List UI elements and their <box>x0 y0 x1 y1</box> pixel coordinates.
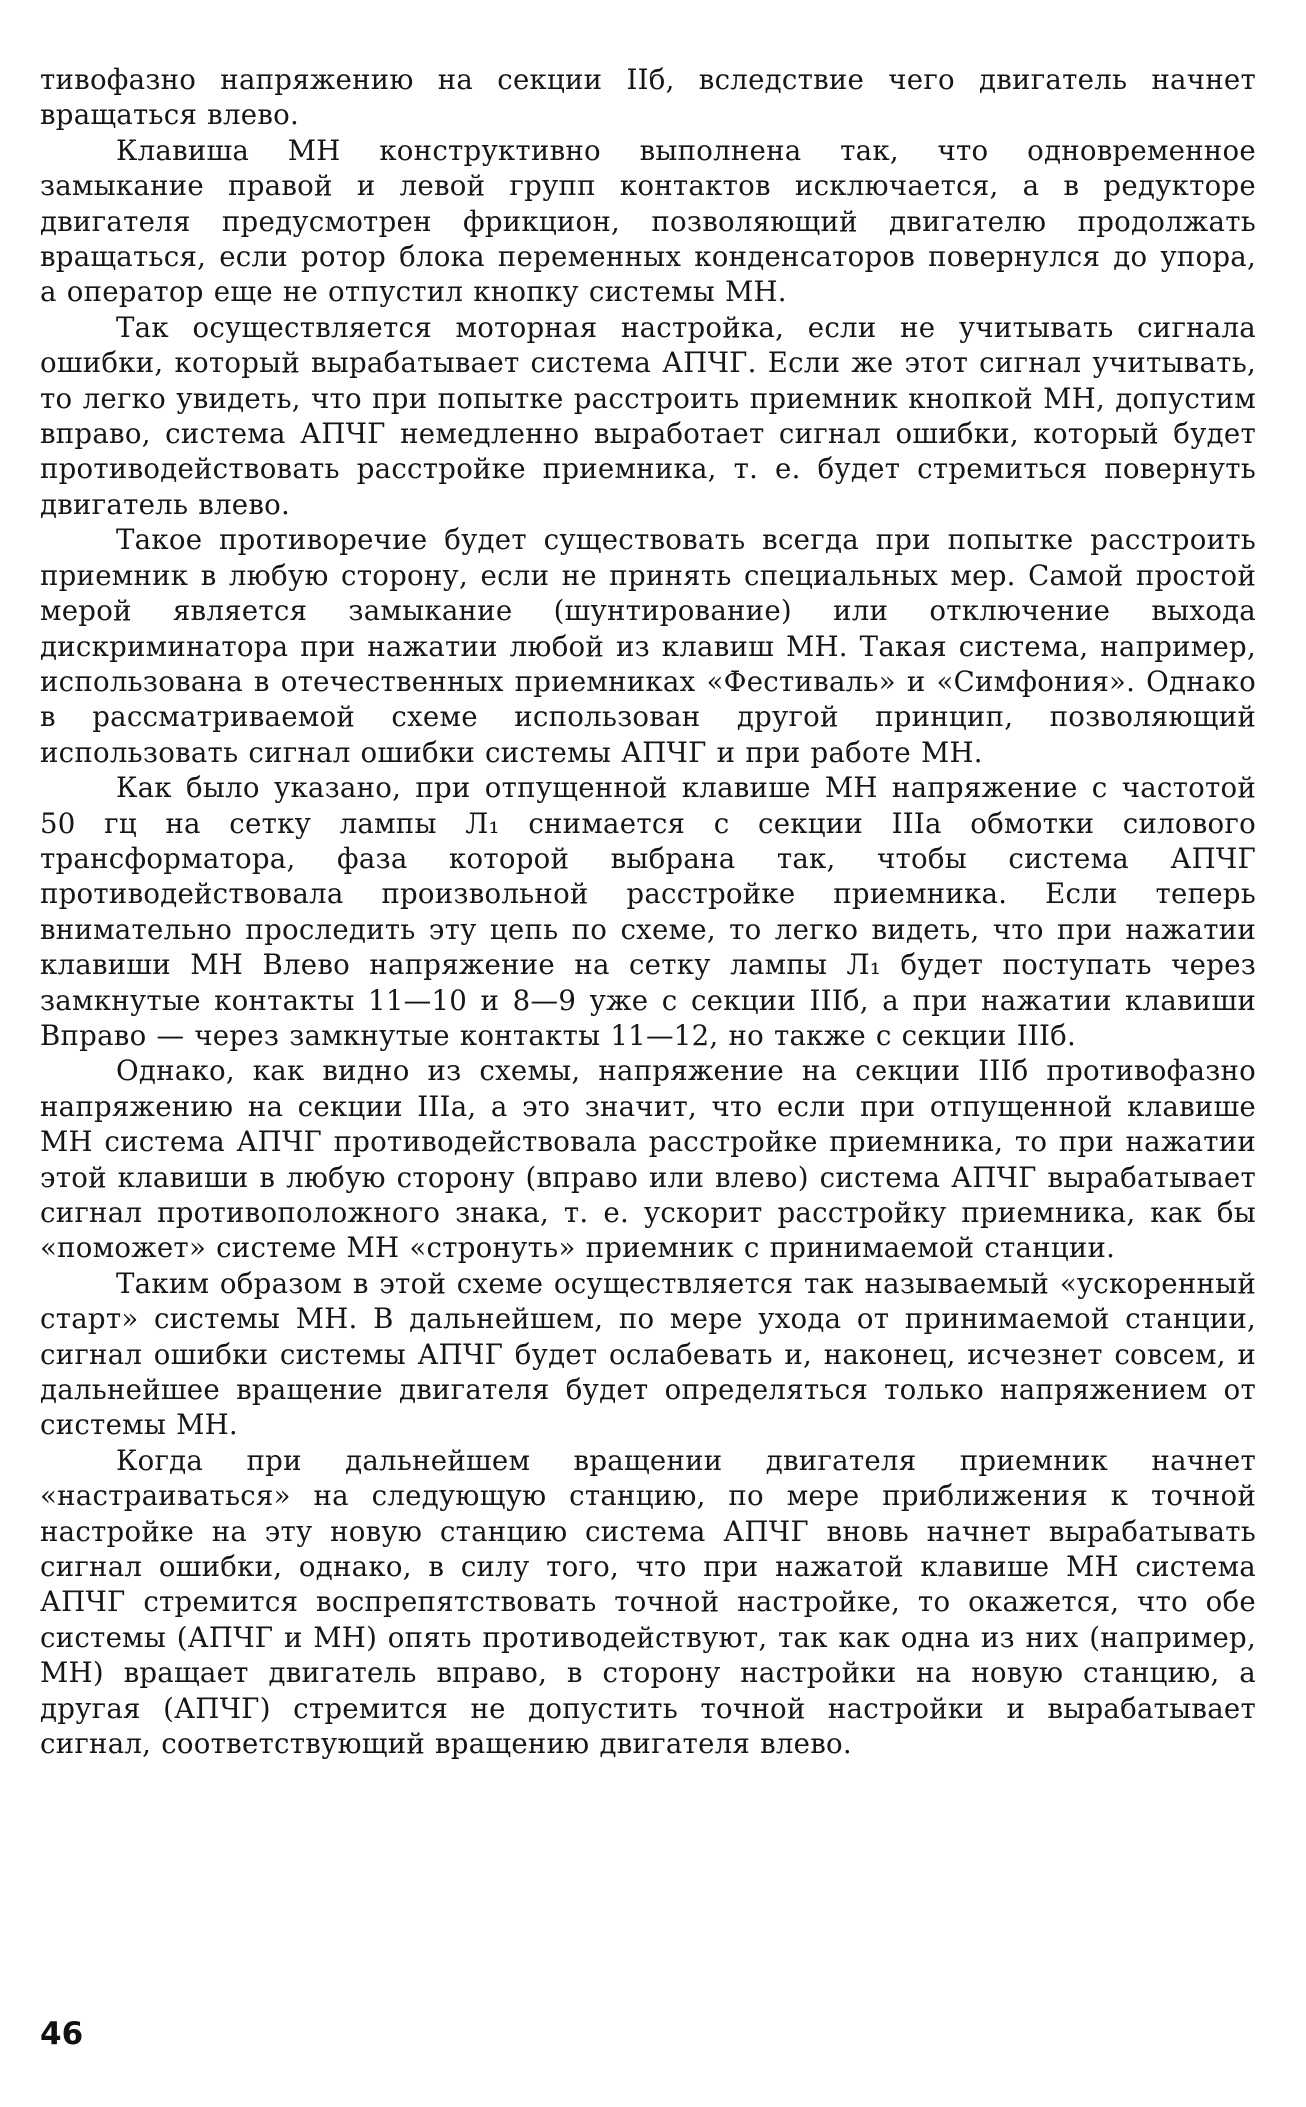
paragraph-4: Такое противоречие будет существовать всегда при попытке расстроить приемник в любую сторону, если не принять специальных мер. Самой простой мерой является замыкание (шунтирование) или отключение выхода дискриминатора при нажатии любой из клавиш МН. Такая система, например, использована в отечественных приемниках «Фестиваль» и «Симфония». Однако в рассматриваемой схеме использован другой принцип, позволяющий использовать сигнал ошибки системы АПЧГ и при работе МН. <box>40 523 1256 769</box>
page-body <box>40 62 1256 1762</box>
paragraph-5: Как было указано, при отпущенной клавише МН напряжение с частотой 50 гц на сетку лампы Л₁ снимается с секции IIIа обмотки силового трансформатора, фаза которой выбрана так, чтобы система АПЧГ противодействовала произвольной расстройке приемника. Если теперь внимательно проследить эту цепь по схеме, то легко видеть, что при нажатии клавиши МН Влево напряжение на сетку лампы Л₁ будет поступать через замкнутые контакты 11—10 и 8—9 уже с секции IIIб, а при нажатии клавиши Вправо — через замкнутые контакты 11—12, но также с секции IIIб. <box>40 771 1256 1052</box>
page-number: 46 <box>40 2016 84 2052</box>
paragraph-7: Таким образом в этой схеме осуществляется так называемый «ускоренный старт» системы МН. В дальнейшем, по мере ухода от принимаемой станции, сигнал ошибки системы АПЧГ будет ослабевать и, наконец, исчезнет совсем, и дальнейшее вращение двигателя будет определяться только напряжением от системы МН. <box>40 1266 1256 1442</box>
paragraph-3: Так осуществляется моторная настройка, если не учитывать сигнала ошибки, который вырабатывает система АПЧГ. Если же этот сигнал учитывать, то легко увидеть, что при попытке расстроить приемник кнопкой МН, допустим вправо, система АПЧГ немедленно выработает сигнал ошибки, который будет противодействовать расстройке приемника, т. е. будет стремиться повернуть двигатель влево. <box>40 310 1256 521</box>
paragraph-2: Клавиша МН конструктивно выполнена так, что одновременное замыкание правой и левой групп контактов исключается, а в редукторе двигателя предусмотрен фрикцион, позволяющий двигателю продолжать вращаться, если ротор блока переменных конденсаторов повернулся до упора, а оператор еще не отпустил кнопку системы МН. <box>40 133 1256 309</box>
paragraph-6: Однако, как видно из схемы, напряжение на секции IIIб противофазно напряжению на секции IIIа, а это значит, что если при отпущенной клавише МН система АПЧГ противодействовала расстройке приемника, то при нажатии этой клавиши в любую сторону (вправо или влево) система АПЧГ вырабатывает сигнал противоположного знака, т. е. ускорит расстройку приемника, как бы «поможет» системе МН «стронуть» приемник с принимаемой станции. <box>40 1054 1256 1265</box>
paragraph-1: тивофазно напряжению на секции IIб, вследствие чего двигатель начнет вращаться влево. <box>40 63 1256 132</box>
paragraph-8: Когда при дальнейшем вращении двигателя приемник начнет «настраиваться» на следующую станцию, по мере приближения к точной настройке на эту новую станцию система АПЧГ вновь начнет вырабатывать сигнал ошибки, однако, в силу того, что при нажатой клавише МН система АПЧГ стремится воспрепятствовать точной настройке, то окажется, что обе системы (АПЧГ и МН) опять противодействуют, так как одна из них (например, МН) вращает двигатель вправо, в сторону настройки на новую станцию, а другая (АПЧГ) стремится не допустить точной настройки и вырабатывает сигнал, соответствующий вращению двигателя влево. <box>40 1443 1256 1761</box>
